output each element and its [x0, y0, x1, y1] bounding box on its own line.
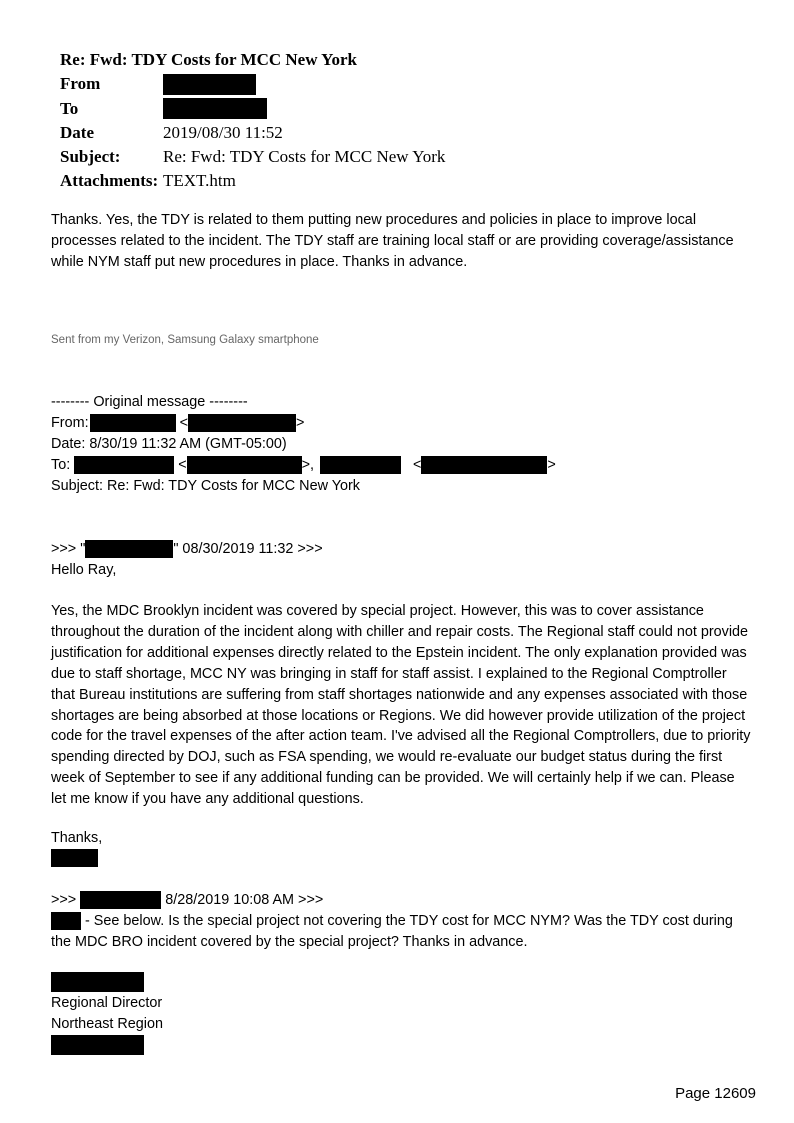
date-value: 2019/08/30 11:52 [163, 122, 283, 142]
angle-open: < [413, 457, 422, 473]
date-label: Date [60, 122, 94, 142]
signer-title: Regional Director [51, 995, 163, 1011]
redaction-box [90, 414, 176, 432]
email-header [60, 48, 445, 194]
quote1-body: Yes, the MDC Brooklyn incident was covered by special project. However, this was to cover assistance throughout the duration of the incident along with chiller and repair costs. The Regional staff could not provide justification for additional expenses directly related to the Epstein incident. The only explanation provided was due to staff shortage, MCC NY was bringing in staff for staff assist. I explained to the Regional Comptroller that Bureau institutions are suffering from staff shortages nationwide and any expenses associated with those shortages are being absorbed at those locations or Regions. We did however provide utilization of the project code for the travel expenses of the after action team. I've advised all the Regional Comptrollers, due to priority spending directed by DOJ, such as FSA spending, we would re-evaluate our budget status during the first week of September to see if any additional funding can be provided. We will certainly help if we can. Please let me know if you have any additional questions. [51, 603, 751, 808]
subject-value: Re: Fwd: TDY Costs for MCC New York [163, 147, 446, 167]
to-label: To [60, 98, 79, 118]
redaction-box [187, 456, 302, 474]
quote1-suffix: " 08/30/2019 11:32 >>> [173, 541, 323, 557]
angle-close: > [547, 457, 556, 473]
quote2-line1-text: - See below. Is the special project not covering the TDY cost for MCC NYM? Was the TDY cost during [85, 913, 733, 929]
redaction-box [51, 1035, 144, 1055]
page-number: Page 12609 [675, 1085, 756, 1102]
attachment-link[interactable]: TEXT.htm [163, 171, 236, 191]
date-row [60, 121, 445, 145]
redaction-box [51, 972, 144, 992]
angle-open: < [178, 457, 187, 473]
reply-body: Thanks. Yes, the TDY is related to them putting new procedures and policies in place to improve local processes related to the incident. The TDY staff are training local staff or are providing coverage/assistance while NYM staff put new procedures in place. Thanks in advance. [51, 212, 734, 270]
original-divider: -------- Original message -------- [51, 394, 248, 410]
redaction-box [163, 74, 256, 95]
to-prefix: To: [51, 457, 71, 473]
attachments-label: Attachments: [60, 171, 159, 191]
email-title: Re: Fwd: TDY Costs for MCC New York [60, 50, 357, 69]
to-row [60, 97, 445, 121]
redaction-box [320, 456, 401, 474]
original-from [51, 413, 304, 434]
reply-signature: Sent from my Verizon, Samsung Galaxy smartphone [51, 334, 319, 346]
quote2-line2: the MDC BRO incident covered by the special project? Thanks in advance. [51, 934, 528, 950]
from-label: From [60, 74, 101, 94]
signer-region: Northeast Region [51, 1016, 163, 1032]
redaction-box [85, 540, 173, 558]
from-prefix: From: [51, 415, 89, 431]
quote2-suffix: 8/28/2019 10:08 AM >>> [165, 892, 324, 908]
angle-open: < [179, 415, 188, 431]
original-to [51, 455, 556, 476]
redaction-box [74, 456, 174, 474]
quote1-greeting: Hello Ray, [51, 562, 117, 578]
angle-close: > [295, 415, 305, 431]
quote1-header [51, 539, 323, 560]
quote2-header [51, 890, 323, 911]
original-date: Date: 8/30/19 11:32 AM (GMT-05:00) [51, 436, 287, 452]
subject-row [60, 145, 445, 169]
quote2-line1 [51, 911, 733, 932]
quote1-thanks: Thanks, [51, 830, 103, 846]
original-subject: Subject: Re: Fwd: TDY Costs for MCC New York [51, 478, 360, 494]
attachments-row [60, 169, 445, 193]
angle-close: >, [301, 457, 315, 473]
redaction-box [51, 849, 98, 867]
redaction-box [80, 891, 161, 909]
quote2-prefix: >>> [51, 892, 77, 908]
quote1-prefix: >>> " [51, 541, 86, 557]
redaction-box [163, 98, 267, 119]
redaction-box [421, 456, 547, 474]
redaction-box [188, 414, 296, 432]
from-row [60, 72, 445, 96]
redaction-box [51, 912, 81, 930]
subject-label: Subject: [60, 147, 121, 167]
